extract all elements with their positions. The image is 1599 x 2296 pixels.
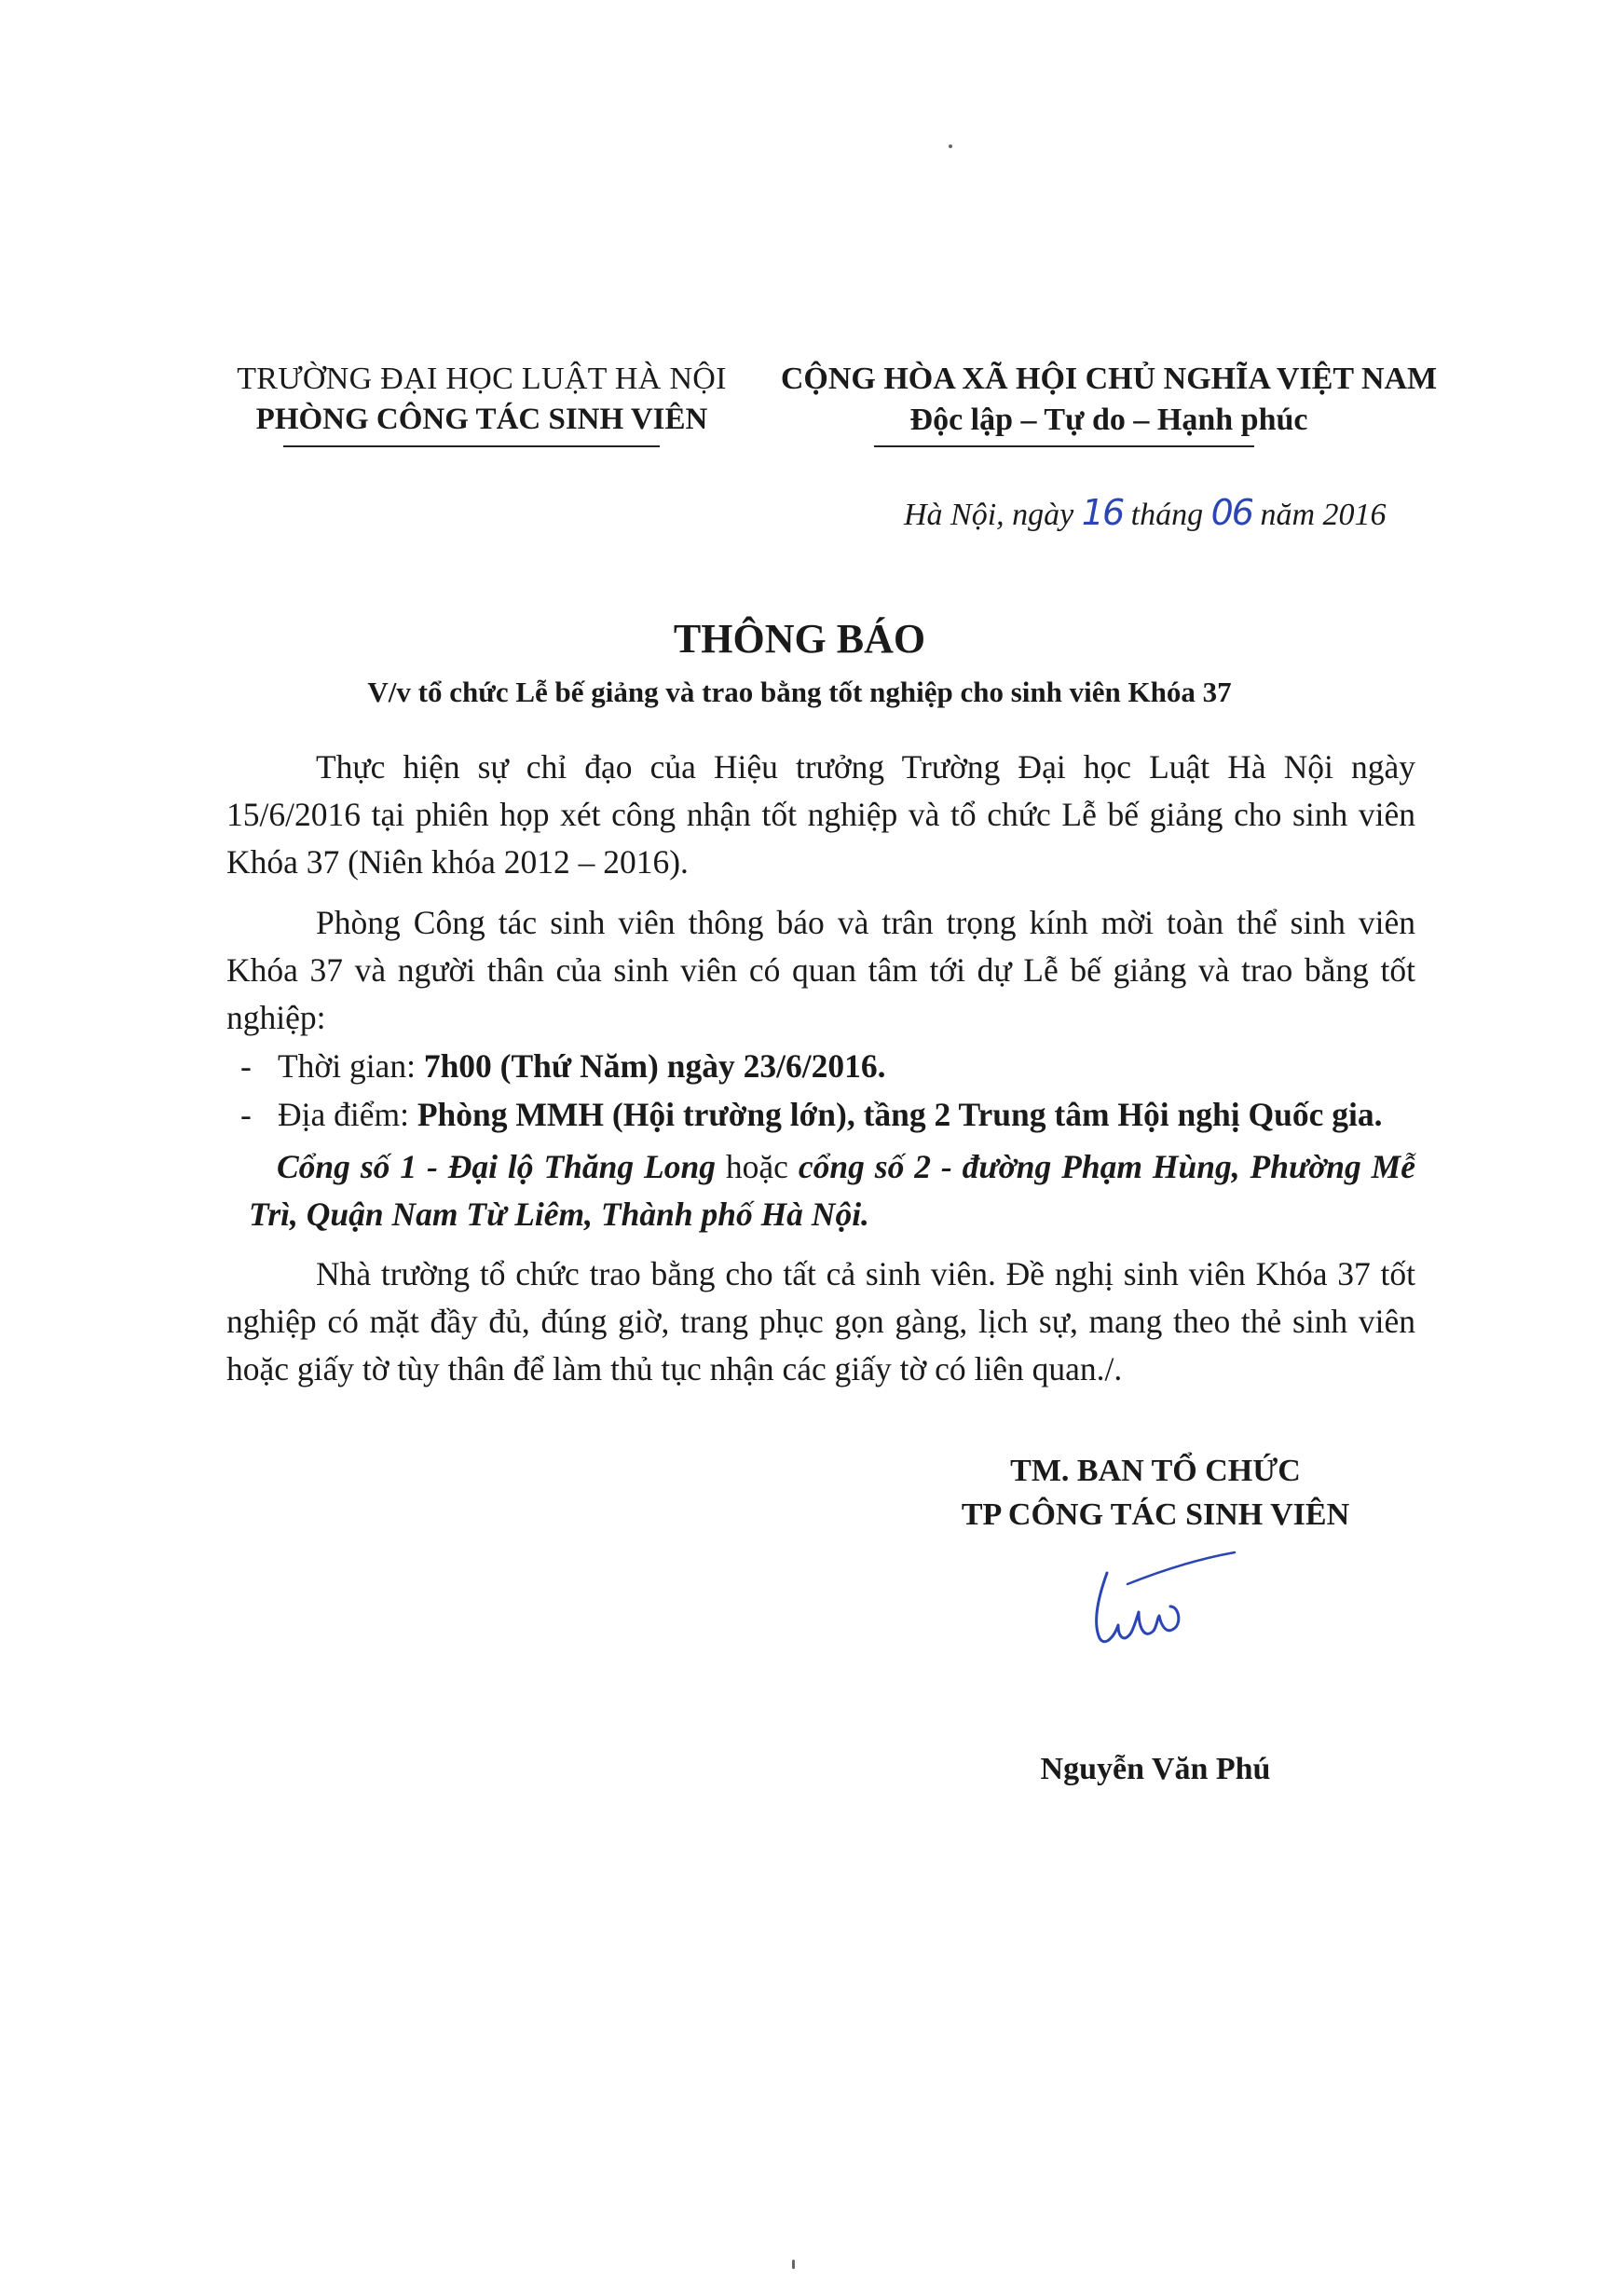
bullet-dash: -	[240, 1047, 252, 1085]
date-year: năm 2016	[1260, 498, 1387, 532]
address-block	[249, 1143, 1415, 1238]
time-label: Thời gian:	[278, 1047, 424, 1085]
date-line	[904, 492, 1387, 533]
date-month-handwritten: 06	[1210, 492, 1252, 533]
document-subtitle: V/v tổ chức Lễ bế giảng và trao bằng tốt nghiệp cho sinh viên Khóa 37	[367, 676, 1232, 708]
department-name: PHÒNG CÔNG TÁC SINH VIÊN	[255, 403, 708, 436]
school-name: TRƯỜNG ĐẠI HỌC LUẬT HÀ NỘI	[237, 362, 727, 396]
scan-speck	[949, 144, 952, 148]
address-gate-1: Cổng số 1 - Đại lộ Thăng Long	[277, 1148, 716, 1185]
place-value: Phòng MMH (Hội trường lớn), tầng 2 Trung tâm Hội nghị Quốc gia.	[417, 1096, 1383, 1133]
signature-title-2: TP CÔNG TÁC SINH VIÊN	[961, 1497, 1350, 1532]
signature-title-1: TM. BAN TỔ CHỨC	[1010, 1454, 1301, 1488]
scan-speck	[792, 2260, 795, 2269]
date-month-label: tháng	[1130, 498, 1204, 532]
paragraph-1: Thực hiện sự chỉ đạo của Hiệu trưởng Trường Đại học Luật Hà Nội ngày 15/6/2016 tại phiên họp xét công nhận tốt nghiệp và tổ chức Lễ bế giảng cho sinh viên Khóa 37 (Niên khóa 2012 – 2016).	[226, 748, 1415, 881]
header-left-underline	[283, 445, 660, 447]
handwritten-signature	[1072, 1547, 1239, 1673]
bullet-dash: -	[240, 1096, 252, 1133]
date-prefix: Hà Nội, ngày	[904, 498, 1074, 532]
bullet-time	[240, 1046, 885, 1086]
national-motto: Độc lập – Tự do – Hạnh phúc	[909, 403, 1308, 437]
header-right-underline	[874, 445, 1254, 447]
bullet-place	[240, 1095, 1382, 1134]
signer-name: Nguyễn Văn Phú	[1040, 1752, 1271, 1786]
paragraph-2: Phòng Công tác sinh viên thông báo và trân trọng kính mời toàn thể sinh viên Khóa 37 và người thân của sinh viên có quan tâm tới dự Lễ bế giảng và trao bằng tốt nghiệp:	[226, 904, 1415, 1036]
document-title: THÔNG BÁO	[673, 616, 926, 662]
date-day-handwritten: 16	[1081, 492, 1124, 533]
national-title: CỘNG HÒA XÃ HỘI CHỦ NGHĨA VIỆT NAM	[780, 362, 1438, 396]
time-value: 7h00 (Thứ Năm) ngày 23/6/2016.	[423, 1047, 886, 1085]
paragraph-3: Nhà trường tổ chức trao bằng cho tất cả sinh viên. Đề nghị sinh viên Khóa 37 tốt nghiệp có mặt đầy đủ, đúng giờ, trang phục gọn gàng, lịch sự, mang theo thẻ sinh viên hoặc giấy tờ tùy thân để làm thủ tục nhận các giấy tờ có liên quan./.	[226, 1255, 1415, 1387]
address-or: hoặc	[715, 1148, 799, 1185]
place-label: Địa điểm:	[278, 1096, 417, 1133]
address-gate-2: cổng số 2 - đường Phạm Hùng, Phường Mễ Trì, Quận Nam Từ Liêm, Thành phố Hà Nội.	[249, 1148, 1415, 1233]
